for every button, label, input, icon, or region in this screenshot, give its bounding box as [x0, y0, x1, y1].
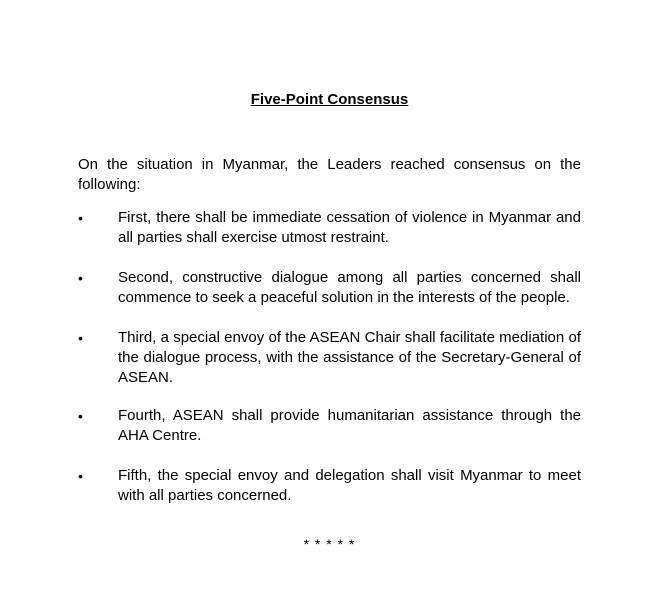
consensus-points-list [0, 208, 659, 506]
bullet-icon: • [78, 270, 83, 286]
bullet-icon: • [78, 408, 83, 424]
list-item [0, 466, 659, 506]
point-text-third: Third, a special envoy of the ASEAN Chair shall facilitate mediation of the dialogue process, with the assistance of the Secretary-General of ASEAN. [118, 329, 581, 386]
bullet-icon: • [78, 468, 83, 484]
list-item [0, 268, 659, 308]
list-item [0, 406, 659, 446]
bullet-icon: • [78, 210, 83, 226]
list-item [0, 328, 659, 388]
point-text-fourth: Fourth, ASEAN shall provide humanitarian assistance through the AHA Centre. [118, 407, 581, 444]
point-text-fifth: Fifth, the special envoy and delegation shall visit Myanmar to meet with all parties concerned. [118, 467, 581, 504]
point-text-first: First, there shall be immediate cessation of violence in Myanmar and all parties shall exercise utmost restraint. [118, 209, 581, 246]
list-item [0, 208, 659, 248]
point-text-second: Second, constructive dialogue among all parties concerned shall commence to seek a peaceful solution in the interests of the people. [118, 269, 581, 306]
end-of-document-mark: * * * * * [303, 536, 356, 552]
document-title: Five-Point Consensus [250, 91, 409, 108]
intro-paragraph: On the situation in Myanmar, the Leaders reached consensus on the following: [78, 156, 581, 193]
bullet-icon: • [78, 330, 83, 346]
